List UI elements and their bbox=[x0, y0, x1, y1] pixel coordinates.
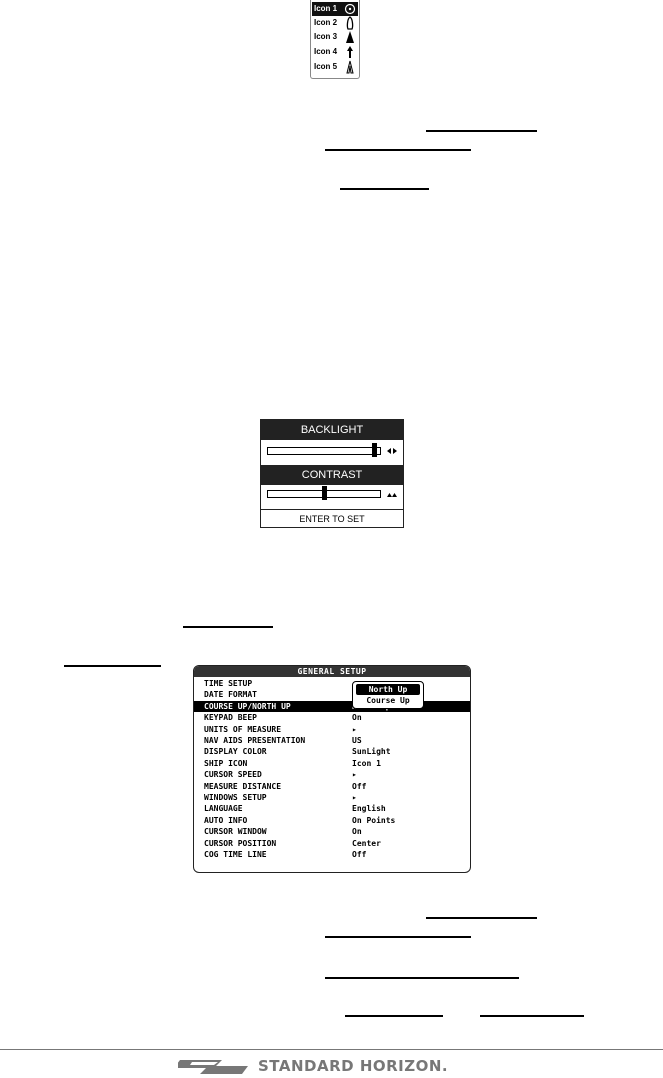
setup-row-label: CURSOR POSITION bbox=[204, 838, 277, 848]
underline-rule bbox=[426, 130, 537, 132]
brand-mark-icon bbox=[178, 1056, 250, 1076]
setup-row-label: CURSOR WINDOW bbox=[204, 827, 267, 837]
setup-row[interactable] bbox=[194, 838, 470, 849]
setup-row-label: COURSE UP/NORTH UP bbox=[204, 701, 291, 711]
course-up-north-up-popup bbox=[352, 681, 424, 709]
underline-rule bbox=[426, 917, 537, 919]
ship-icon-label: Icon 2 bbox=[314, 18, 338, 27]
ship-icon-label: Icon 4 bbox=[314, 47, 338, 56]
contrast-slider-knob[interactable] bbox=[322, 486, 327, 500]
backlight-slider-knob[interactable] bbox=[372, 443, 377, 457]
setup-row[interactable] bbox=[194, 826, 470, 837]
underline-rule bbox=[340, 188, 429, 190]
setup-row[interactable] bbox=[194, 781, 470, 792]
setup-row-value: On bbox=[352, 713, 362, 723]
underline-rule bbox=[183, 626, 273, 628]
general-setup-title: GENERAL SETUP bbox=[194, 666, 470, 677]
ship-icon-menu bbox=[310, 0, 360, 79]
setup-row-label: DATE FORMAT bbox=[204, 690, 257, 700]
setup-row[interactable] bbox=[194, 735, 470, 746]
up-down-arrows-icon bbox=[387, 492, 397, 498]
ship-icon-option-1[interactable] bbox=[312, 2, 358, 16]
ship-icon-option-3[interactable] bbox=[312, 30, 358, 44]
setup-row-value: Center bbox=[352, 838, 381, 848]
setup-row[interactable] bbox=[194, 746, 470, 757]
contrast-slider[interactable] bbox=[267, 490, 381, 498]
setup-row-value: ▸ bbox=[352, 724, 357, 734]
setup-row[interactable] bbox=[194, 849, 470, 860]
ship-icon-option-4[interactable] bbox=[312, 45, 358, 59]
setup-row-value: ▸ bbox=[352, 793, 357, 802]
backlight-slider[interactable] bbox=[267, 447, 381, 455]
setup-row[interactable] bbox=[194, 769, 470, 780]
brand-name: STANDARD HORIZON. bbox=[258, 1057, 449, 1075]
setup-row-label: CURSOR SPEED bbox=[204, 770, 262, 780]
underline-rule bbox=[325, 936, 471, 938]
setup-row-label: SHIP ICON bbox=[204, 758, 248, 768]
setup-row-value: Off bbox=[352, 850, 367, 859]
setup-row-label: TIME SETUP bbox=[204, 679, 253, 688]
underline-rule bbox=[325, 977, 519, 979]
setup-row[interactable] bbox=[194, 712, 470, 723]
setup-row[interactable] bbox=[194, 803, 470, 814]
ship-icon-option-5[interactable] bbox=[312, 60, 358, 74]
setup-row-label: AUTO INFO bbox=[204, 815, 248, 825]
setup-row-value: English bbox=[352, 804, 386, 814]
setup-row[interactable] bbox=[194, 724, 470, 735]
setup-row-value: US bbox=[352, 736, 362, 745]
setup-row-value: On bbox=[352, 827, 362, 837]
backlight-contrast-panel bbox=[260, 419, 404, 528]
contrast-title: CONTRAST bbox=[261, 465, 403, 485]
setup-row[interactable] bbox=[194, 815, 470, 826]
setup-row[interactable] bbox=[194, 689, 470, 700]
underline-rule bbox=[64, 665, 161, 667]
setup-row-value: SunLight bbox=[352, 747, 391, 757]
setup-row-value: Icon 1 bbox=[352, 758, 381, 768]
setup-row-label: COG TIME LINE bbox=[204, 850, 267, 859]
setup-row-label: NAV AIDS PRESENTATION bbox=[204, 736, 306, 745]
setup-row-label: MEASURE DISTANCE bbox=[204, 781, 282, 791]
popup-option-north-up[interactable]: North Up bbox=[356, 684, 420, 695]
underline-rule bbox=[345, 1015, 443, 1017]
ship-icon-label: Icon 1 bbox=[314, 4, 338, 13]
underline-rule bbox=[480, 1015, 584, 1017]
hull-outline-icon bbox=[344, 16, 356, 30]
ship-icon-label: Icon 5 bbox=[314, 62, 338, 71]
arrow-up-icon bbox=[344, 45, 356, 59]
setup-row[interactable] bbox=[194, 792, 470, 803]
setup-row-label: KEYPAD BEEP bbox=[204, 713, 257, 723]
setup-row[interactable] bbox=[194, 758, 470, 769]
circle-dot-icon bbox=[344, 2, 356, 16]
ship-icon-option-2[interactable] bbox=[312, 16, 358, 30]
setup-row[interactable] bbox=[194, 701, 470, 712]
setup-row-label: UNITS OF MEASURE bbox=[204, 724, 282, 734]
setup-row-label: WINDOWS SETUP bbox=[204, 793, 267, 802]
setup-row-value: Off bbox=[352, 781, 367, 791]
backlight-title: BACKLIGHT bbox=[261, 420, 403, 440]
setup-row[interactable] bbox=[194, 678, 470, 689]
ship-icon-label: Icon 3 bbox=[314, 32, 338, 41]
footer-divider bbox=[0, 1049, 663, 1050]
popup-option-course-up[interactable]: Course Up bbox=[366, 696, 410, 705]
standard-horizon-logo bbox=[178, 1056, 498, 1076]
hollow-triangle-icon bbox=[344, 60, 356, 74]
underline-rule bbox=[325, 149, 471, 151]
general-setup-menu bbox=[193, 665, 471, 873]
filled-triangle-icon bbox=[344, 30, 356, 44]
setup-row-value: On Points bbox=[352, 815, 396, 825]
setup-row-label: LANGUAGE bbox=[204, 804, 243, 814]
setup-row-label: DISPLAY COLOR bbox=[204, 747, 267, 757]
setup-row-value: ▸ bbox=[352, 770, 357, 780]
left-right-arrows-icon bbox=[387, 447, 397, 455]
enter-to-set-label: ENTER TO SET bbox=[261, 509, 403, 528]
